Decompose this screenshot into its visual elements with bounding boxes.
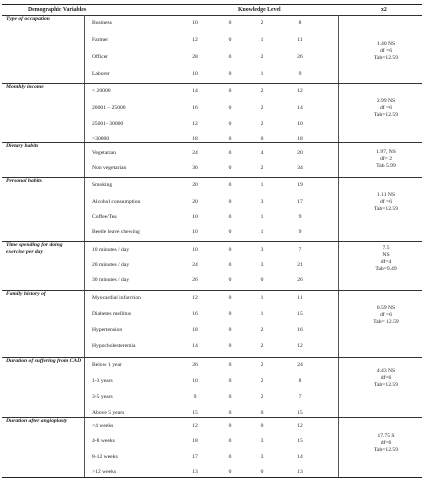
- row-value-c3: 2: [260, 54, 264, 60]
- chi-square-line: df=6: [380, 375, 392, 381]
- row-value-c1: 10: [192, 378, 198, 384]
- row-value-c3: 3: [260, 454, 264, 460]
- group-title: Family history of: [6, 291, 46, 297]
- row-value-c3: 2: [260, 378, 264, 384]
- row-value-c4: 7: [298, 394, 302, 400]
- chi-square-result: [358, 433, 414, 454]
- header-variables: Demographic Variables: [28, 7, 87, 13]
- row-label: Farmer: [92, 37, 109, 43]
- chi-square-line: 1.40 NS: [376, 41, 396, 47]
- row-value-c4: 24: [297, 362, 303, 368]
- group-title: Type of occupation: [6, 16, 50, 22]
- chi-square-line: Tab=12.59: [373, 55, 399, 61]
- row-label: Myocardial infarction: [92, 295, 141, 301]
- row-value-c4: 15: [297, 410, 303, 416]
- chi-square-line: Tab=12.59: [373, 206, 399, 212]
- group-title: Monthly income: [6, 84, 44, 90]
- row-value-c2: 0: [228, 438, 232, 444]
- row-value-c2: 0: [228, 378, 232, 384]
- header-knowledge-level: Knowledge Level: [238, 7, 281, 13]
- row-value-c3: 1: [260, 214, 264, 220]
- chi-square-line: 1.97, NS: [376, 149, 396, 155]
- row-label: < 20000: [92, 88, 111, 94]
- header-chi-square: x2: [381, 7, 387, 13]
- row-value-c4: 13: [297, 469, 303, 475]
- row-label: 10 minutes / day: [92, 247, 130, 253]
- row-value-c3: 2: [260, 394, 264, 400]
- row-value-c1: 36: [192, 165, 198, 171]
- chi-square-line: 1.11 NS: [376, 192, 396, 198]
- row-value-c3: 0: [260, 469, 264, 475]
- group-title: Personal habits: [6, 178, 42, 184]
- chi-square-line: Tab=9.49: [375, 266, 397, 272]
- chi-square-result: [358, 245, 414, 273]
- row-value-c1: 12: [192, 37, 198, 43]
- chi-square-line: Tab=12.59: [373, 447, 399, 453]
- row-value-c2: 0: [228, 454, 232, 460]
- chi-square-line: Tab=12.59: [373, 382, 399, 388]
- row-label: Beetle leave chewing: [92, 229, 140, 235]
- row-value-c4: 26: [297, 54, 303, 60]
- row-value-c4: 10: [297, 121, 303, 127]
- row-value-c3: 1: [260, 37, 264, 43]
- row-value-c3: 1: [260, 311, 264, 317]
- row-value-c4: 7: [298, 247, 302, 253]
- row-value-c4: 12: [297, 423, 303, 429]
- row-label: Officer: [92, 54, 109, 60]
- row-value-c1: 26: [192, 362, 198, 368]
- chi-square-line: df =6: [379, 199, 392, 205]
- row-value-c2: 0: [228, 469, 232, 475]
- row-value-c3: 3: [260, 262, 264, 268]
- row-value-c2: 0: [228, 121, 232, 127]
- row-value-c3: 2: [260, 327, 264, 333]
- chi-square-line: NS: [382, 252, 390, 258]
- row-value-c2: 0: [228, 311, 232, 317]
- row-label: 3-5 years: [92, 394, 113, 400]
- chi-square-line: 7.5: [382, 245, 390, 251]
- row-value-c2: 0: [228, 262, 232, 268]
- chi-square-line: 4.43 NS: [376, 368, 396, 374]
- chi-square-result: [358, 98, 414, 119]
- row-value-c1: 10: [192, 247, 198, 253]
- row-value-c3: 1: [260, 295, 264, 301]
- row-value-c1: 10: [192, 214, 198, 220]
- row-value-c4: 9: [298, 71, 302, 77]
- row-label: 4-8 weeks: [92, 438, 115, 444]
- chi-square-line: df=4: [380, 259, 392, 265]
- row-value-c1: 15: [192, 410, 198, 416]
- row-value-c2: 0: [228, 394, 232, 400]
- row-value-c1: 20: [192, 199, 198, 205]
- column-divider-1: [84, 15, 85, 477]
- row-value-c4: 8: [298, 378, 302, 384]
- chi-square-result: [358, 41, 414, 62]
- row-value-c3: 2: [260, 121, 264, 127]
- row-value-c3: 0: [260, 136, 264, 142]
- row-value-c2: 0: [228, 136, 232, 142]
- row-label: Below 1 year: [92, 362, 122, 368]
- row-value-c2: 0: [228, 37, 232, 43]
- row-value-c3: 2: [260, 20, 264, 26]
- row-value-c2: 0: [228, 54, 232, 60]
- row-value-c1: 14: [192, 343, 198, 349]
- row-value-c2: 0: [228, 410, 232, 416]
- row-value-c3: 1: [260, 182, 264, 188]
- row-value-c1: 26: [192, 277, 198, 283]
- row-label: Alcohol consumption: [92, 199, 141, 205]
- row-value-c1: 14: [192, 88, 198, 94]
- row-value-c4: 12: [297, 88, 303, 94]
- row-value-c2: 0: [228, 214, 232, 220]
- row-label: Above 5 years: [92, 410, 125, 416]
- row-label: Hypertension: [92, 327, 123, 333]
- row-value-c4: 8: [298, 20, 302, 26]
- row-value-c3: 3: [260, 247, 264, 253]
- row-value-c1: 24: [192, 150, 198, 156]
- row-value-c1: 10: [192, 71, 198, 77]
- row-value-c4: 17: [297, 199, 303, 205]
- chi-square-line: df =6: [379, 312, 392, 318]
- row-label: Vegetarian: [92, 150, 116, 156]
- row-value-c4: 19: [297, 182, 303, 188]
- row-label: Hypocholesteremia: [92, 343, 136, 349]
- group-title: Duration of suffering from CAD: [6, 358, 82, 364]
- row-value-c4: 14: [297, 105, 303, 111]
- row-value-c2: 0: [228, 182, 232, 188]
- row-value-c4: 26: [297, 277, 303, 283]
- group-title: Dietary habits: [6, 143, 39, 149]
- row-value-c2: 0: [228, 362, 232, 368]
- row-label: <4 weeks: [92, 423, 114, 429]
- row-value-c2: 0: [228, 88, 232, 94]
- row-value-c1: 10: [192, 20, 198, 26]
- row-value-c4: 9: [298, 214, 302, 220]
- row-value-c3: 0: [260, 423, 264, 429]
- row-label: 20 minutes / day: [92, 262, 130, 268]
- row-value-c3: 3: [260, 199, 264, 205]
- chi-square-line: 0.59 NS: [376, 305, 396, 311]
- row-value-c1: 17: [192, 454, 198, 460]
- row-value-c1: 18: [192, 136, 198, 142]
- row-value-c1: 12: [192, 295, 198, 301]
- row-value-c3: 3: [260, 438, 264, 444]
- chi-square-result: [358, 305, 414, 326]
- chi-square-line: df =6: [379, 105, 392, 111]
- row-label: Diabetes mellitus: [92, 311, 131, 317]
- row-value-c3: 1: [260, 71, 264, 77]
- row-value-c2: 0: [228, 20, 232, 26]
- row-value-c2: 0: [228, 71, 232, 77]
- row-value-c3: 2: [260, 343, 264, 349]
- row-value-c1: 9: [193, 394, 197, 400]
- chi-square-line: Tab= 12.59: [373, 319, 399, 325]
- chi-square-line: df=6: [380, 440, 392, 446]
- chi-square-result: [358, 149, 414, 170]
- row-value-c3: 1: [260, 229, 264, 235]
- row-value-c2: 0: [228, 295, 232, 301]
- row-value-c3: 2: [260, 362, 264, 368]
- row-label: Non vegetarian: [92, 165, 127, 171]
- row-value-c2: 0: [228, 165, 232, 171]
- chi-square-line: Tab=12.59: [373, 112, 399, 118]
- group-title: Duration after angioplasty: [6, 418, 68, 424]
- row-value-c2: 0: [228, 229, 232, 235]
- table-top-border: [2, 4, 422, 5]
- demographic-table: [2, 2, 422, 478]
- chi-square-line: df= 2: [379, 156, 392, 162]
- row-value-c4: 18: [297, 136, 303, 142]
- row-value-c2: 0: [228, 277, 232, 283]
- row-value-c3: 2: [260, 105, 264, 111]
- row-value-c1: 18: [192, 438, 198, 444]
- row-value-c3: 4: [260, 150, 264, 156]
- row-label: 25001- 30000: [92, 121, 124, 127]
- row-value-c1: 24: [192, 262, 198, 268]
- chi-square-result: [358, 192, 414, 213]
- row-value-c3: 0: [260, 410, 264, 416]
- row-value-c1: 16: [192, 311, 198, 317]
- row-value-c1: 13: [192, 469, 198, 475]
- row-value-c4: 34: [297, 165, 303, 171]
- row-value-c4: 14: [297, 454, 303, 460]
- row-value-c2: 0: [228, 343, 232, 349]
- row-value-c3: 2: [260, 88, 264, 94]
- row-value-c2: 0: [228, 150, 232, 156]
- row-value-c1: 16: [192, 105, 198, 111]
- row-label: Smoking: [92, 182, 113, 188]
- group-title: Time spending for doing exercise per day: [6, 242, 63, 255]
- row-value-c1: 20: [192, 182, 198, 188]
- row-label: 8-12 weeks: [92, 454, 118, 460]
- row-value-c4: 9: [298, 229, 302, 235]
- row-label: Laborer: [92, 71, 110, 77]
- row-label: 30 minutes / day: [92, 277, 130, 283]
- row-value-c2: 0: [228, 105, 232, 111]
- row-label: >30000: [92, 136, 110, 142]
- row-value-c1: 28: [192, 54, 198, 60]
- column-divider-2: [338, 15, 339, 477]
- row-value-c1: 12: [192, 423, 198, 429]
- chi-square-line: 2.99 NS: [376, 98, 396, 104]
- chi-square-result: [358, 368, 414, 389]
- row-value-c1: 12: [192, 121, 198, 127]
- row-value-c1: 10: [192, 229, 198, 235]
- row-label: >12 weeks: [92, 469, 117, 475]
- row-value-c4: 12: [297, 343, 303, 349]
- row-value-c3: 2: [260, 165, 264, 171]
- chi-square-line: df =6: [379, 48, 392, 54]
- row-value-c4: 15: [297, 311, 303, 317]
- row-value-c2: 0: [228, 199, 232, 205]
- row-value-c1: 18: [192, 327, 198, 333]
- row-value-c4: 21: [297, 262, 303, 268]
- row-value-c2: 0: [228, 423, 232, 429]
- row-value-c4: 16: [297, 327, 303, 333]
- row-label: 1-3 years: [92, 378, 113, 384]
- row-value-c2: 0: [228, 327, 232, 333]
- row-value-c2: 0: [228, 247, 232, 253]
- chi-square-line: 17.75 S: [377, 433, 395, 439]
- table-bottom-border: [2, 477, 422, 478]
- row-label: Coffee/Tea: [92, 214, 117, 220]
- row-value-c4: 11: [297, 37, 303, 43]
- row-label: 20001 – 25000: [92, 105, 126, 111]
- row-value-c4: 20: [297, 150, 303, 156]
- chi-square-line: Tab 5.99: [376, 163, 396, 169]
- row-value-c4: 15: [297, 438, 303, 444]
- row-value-c3: 0: [260, 277, 264, 283]
- row-label: Business: [92, 20, 112, 26]
- row-value-c4: 11: [297, 295, 303, 301]
